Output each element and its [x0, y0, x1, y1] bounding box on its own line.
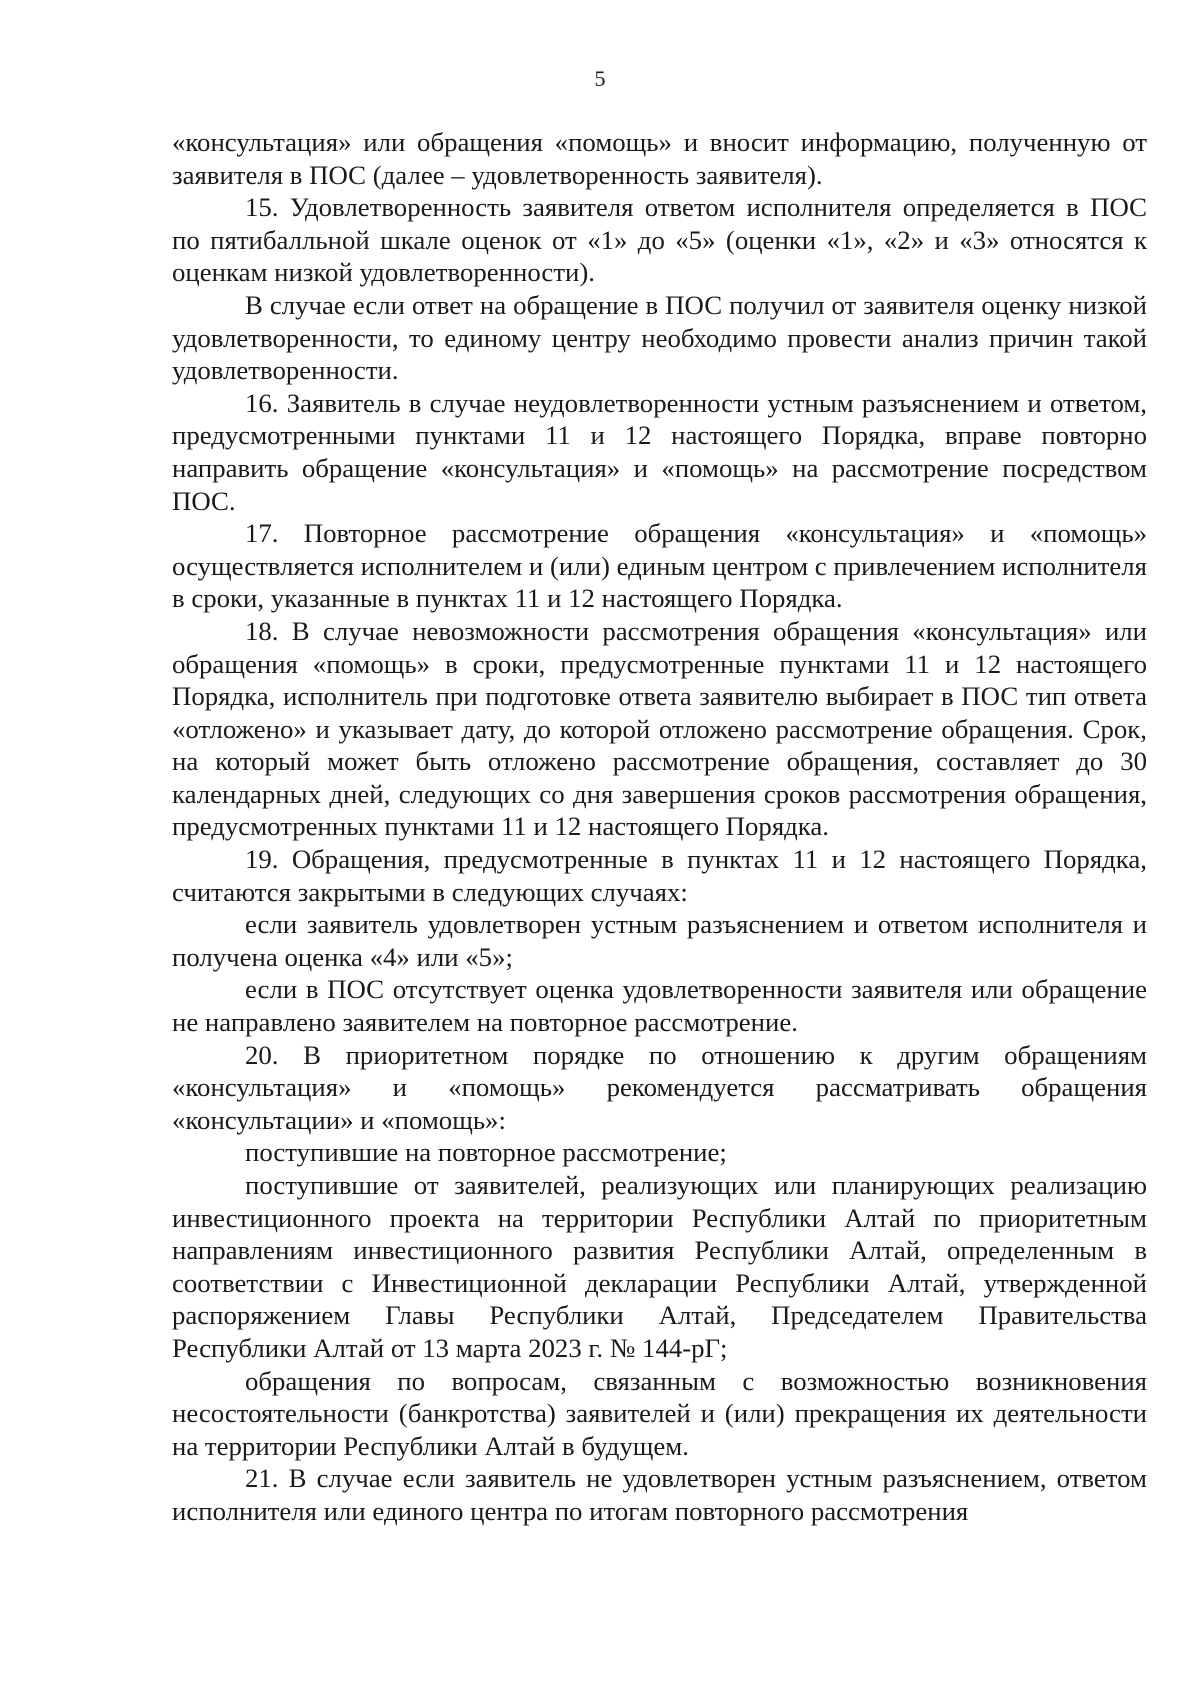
- paragraph-item-18: 18. В случае невозможности рассмотрения обращения «консультация» или обращения «помощь» в сроки, предусмотренные пунктами 11 и 12 настоящего Порядка, исполнитель при подготовке ответа заявителю выбирает в ПОС тип ответа «отложено» и указывает дату, до которой отложено рассмотрение обращения. Срок, на который может быть отложено рассмотрение обращения, составляет до 30 календарных дней, следующих со дня завершения сроков рассмотрения обращения, предусмотренных пунктами 11 и 12 настоящего Порядка.: [172, 615, 1147, 842]
- paragraph-item-19-case-2: если в ПОС отсутствует оценка удовлетворенности заявителя или обращение не направлено заявителем на повторное рассмотрение.: [172, 974, 1147, 1038]
- paragraph-item-20: 20. В приоритетном порядке по отношению к другим обращениям «консультация» и «помощь» рекомендуется рассматривать обращения «консультации» и «помощь»:: [172, 1039, 1147, 1135]
- page-number: 5: [594, 66, 606, 91]
- paragraph-item-19: 19. Обращения, предусмотренные в пунктах 11 и 12 настоящего Порядка, считаются закрытыми в следующих случаях:: [172, 844, 1147, 907]
- paragraph-low-satisfaction: В случае если ответ на обращение в ПОС получил от заявителя оценку низкой удовлетворенности, то единому центру необходимо провести анализ причин такой удовлетворенности.: [172, 289, 1147, 386]
- paragraph-item-16: 16. Заявитель в случае неудовлетворенности устным разъяснением и ответом, предусмотренными пунктами 11 и 12 настоящего Порядка, вправе повторно направить обращение «консультация» и «помощь» на рассмотрение посредством ПОС.: [172, 387, 1147, 516]
- paragraph-item-20-case-2: поступившие от заявителей, реализующих или планирующих реализацию инвестиционного проекта на территории Республики Алтай по приоритетным направлениям инвестиционного развития Республики Алтай, определенным в соответствии с Инвестиционной декларации Республики Алтай, утвержденной распоряжением Главы Республики Алтай, Председателем Правительства Республики Алтай от 13 марта 2023 г. № 144-рГ;: [172, 1170, 1147, 1363]
- paragraph-item-15: 15. Удовлетворенность заявителя ответом исполнителя определяется в ПОС по пятибалльной шкале оценок от «1» до «5» (оценки «1», «2» и «3» относятся к оценкам низкой удовлетворенности).: [172, 192, 1147, 288]
- paragraph-continuation: «консультация» или обращения «помощь» и вносит информацию, полученную от заявителя в ПОС (далее – удовлетворенность заявителя).: [172, 127, 1147, 190]
- paragraph-item-20-case-1: поступившие на повторное рассмотрение;: [245, 1137, 727, 1168]
- paragraph-item-20-case-3: обращения по вопросам, связанным с возможностью возникновения несостоятельности (банкротства) заявителей и (или) прекращения их деятельности на территории Республики Алтай в будущем.: [172, 1365, 1147, 1461]
- paragraph-item-21: 21. В случае если заявитель не удовлетворен устным разъяснением, ответом исполнителя или единого центра по итогам повторного рассмотрения: [172, 1463, 1147, 1526]
- document-body: [172, 126, 1147, 1528]
- paragraph-item-19-case-1: если заявитель удовлетворен устным разъяснением и ответом исполнителя и получена оценка «4» или «5»;: [172, 909, 1147, 972]
- paragraph-item-17: 17. Повторное рассмотрение обращения «консультация» и «помощь» осуществляется исполнителем и (или) единым центром с привлечением исполнителя в сроки, указанные в пунктах 11 и 12 настоящего Порядка.: [172, 518, 1147, 614]
